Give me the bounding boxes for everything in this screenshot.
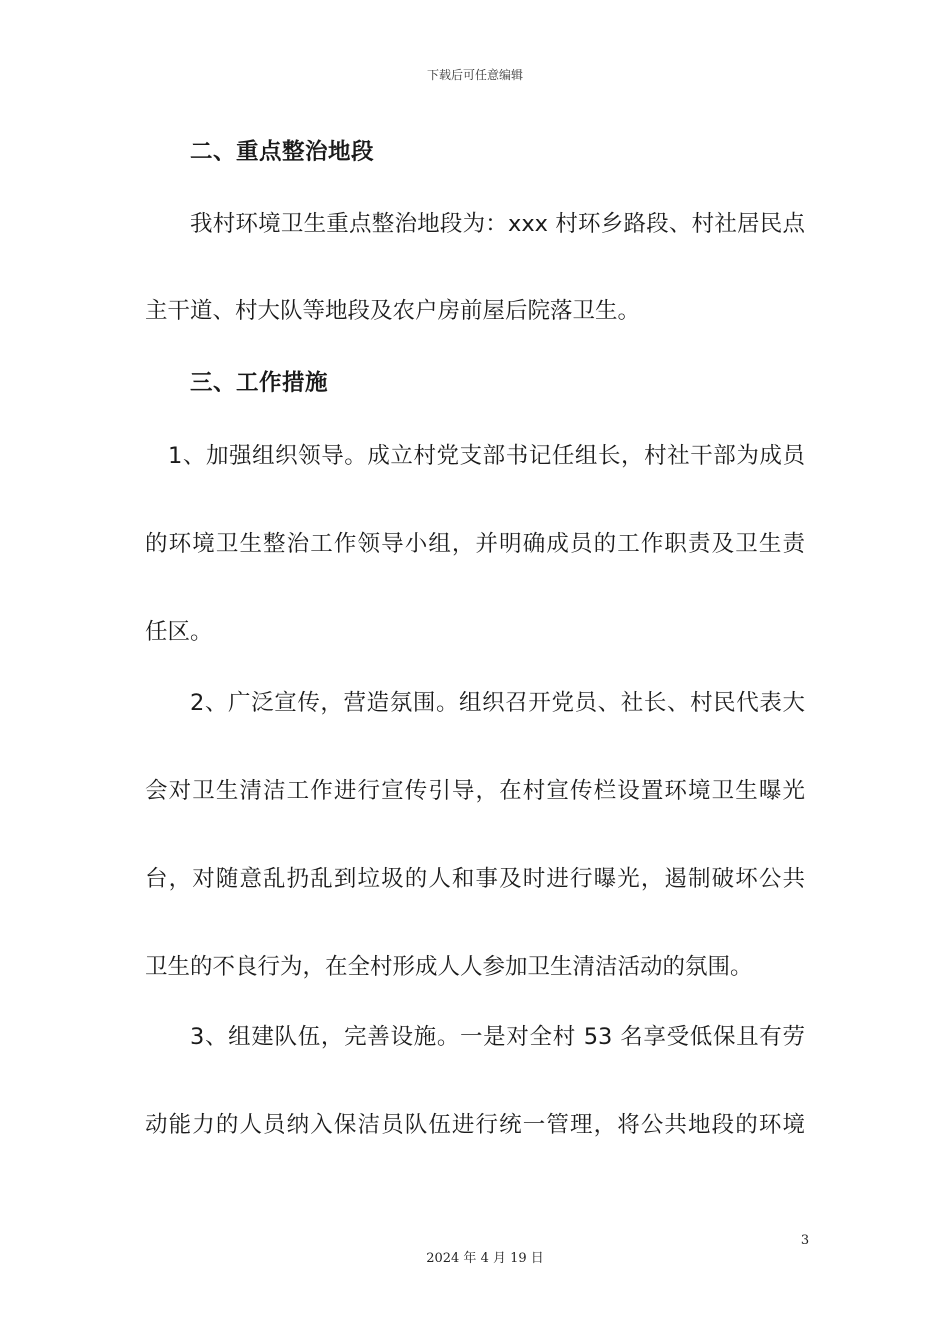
paragraph-line: 任区。 — [145, 619, 213, 645]
paragraph-line: 动能力的人员纳入保洁员队伍进行统一管理，将公共地段的环境 — [145, 1112, 805, 1138]
paragraph-line: 2、广泛宣传，营造氛围。组织召开党员、社长、村民代表大 — [190, 690, 805, 716]
paragraph-line: 台，对随意乱扔乱到垃圾的人和事及时进行曝光，遏制破坏公共 — [145, 866, 805, 892]
section-heading-2: 二、重点整治地段 — [190, 139, 375, 165]
paragraph-line: 我村环境卫生重点整治地段为：xxx 村环乡路段、村社居民点 — [190, 211, 805, 237]
paragraph-line: 的环境卫生整治工作领导小组，并明确成员的工作职责及卫生责 — [145, 531, 805, 557]
page-header: 下载后可任意编辑 — [426, 68, 523, 82]
paragraph-line: 卫生的不良行为，在全村形成人人参加卫生清洁活动的氛围。 — [145, 954, 753, 980]
page-number: 3 — [800, 1233, 810, 1248]
paragraph-line: 3、组建队伍，完善设施。一是对全村 53 名享受低保且有劳 — [190, 1024, 805, 1050]
paragraph-line: 主干道、村大队等地段及农户房前屋后院落卫生。 — [145, 298, 641, 324]
section-heading-3: 三、工作措施 — [190, 370, 329, 396]
paragraph-line: 会对卫生清洁工作进行宣传引导，在村宣传栏设置环境卫生曝光 — [145, 778, 805, 804]
page-footer-date: 2024 年 4 月 19 日 — [426, 1251, 544, 1266]
paragraph-line: 1、加强组织领导。成立村党支部书记任组长，村社干部为成员 — [168, 443, 805, 469]
